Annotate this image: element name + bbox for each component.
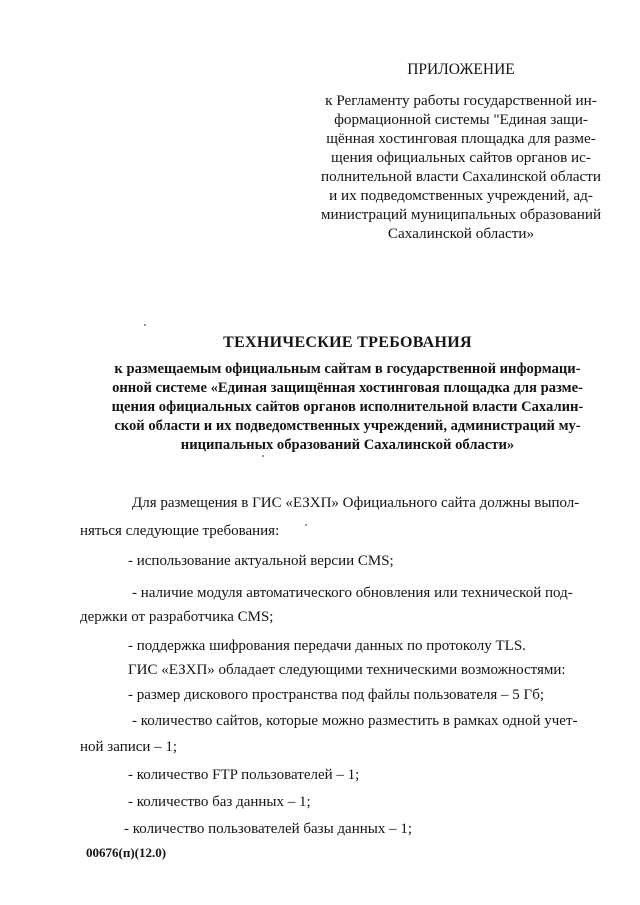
scan-speck xyxy=(144,324,146,326)
body-line: - количество FTP пользователей – 1; xyxy=(128,767,360,783)
appendix-line: к Регламенту работы государственной ин- xyxy=(325,92,597,109)
body-line: Для размещения в ГИС «ЕЗХП» Официального сайта должны выпол- xyxy=(132,495,580,511)
body-line: няться следующие требования: xyxy=(80,523,280,539)
title-line: к размещаемым официальным сайтам в государственной информаци- xyxy=(114,361,581,377)
appendix-line: щения официальных сайтов органов ис- xyxy=(331,149,591,166)
appendix-line: щённая хостинговая площадка для разме- xyxy=(326,130,596,147)
appendix-line: министраций муниципальных образований xyxy=(320,206,602,223)
body-line: держки от разработчика CMS; xyxy=(80,609,274,625)
title-line: ской области и их подведомственных учреждений, администраций му- xyxy=(114,418,581,434)
body-line: - использование актуальной версии CMS; xyxy=(128,553,394,569)
document-code: 00676(п)(12.0) xyxy=(86,845,167,860)
appendix-line: и их подведомственных учреждений, ад- xyxy=(329,187,593,204)
body-line: - размер дискового пространства под файлы пользователя – 5 Гб; xyxy=(128,687,545,703)
document-heading: ТЕХНИЧЕСКИЕ ТРЕБОВАНИЯ xyxy=(223,334,472,351)
scan-speck xyxy=(305,524,307,526)
appendix-label: ПРИЛОЖЕНИЕ xyxy=(407,61,515,78)
title-line: ниципальных образований Сахалинской области» xyxy=(180,437,515,453)
body-line: - количество пользователей базы данных – 1; xyxy=(124,821,413,837)
body-line: - количество баз данных – 1; xyxy=(128,794,311,810)
appendix-line: Сахалинской области» xyxy=(387,225,535,242)
appendix-line: полнительной власти Сахалинской области xyxy=(320,168,602,185)
title-line: щения официальных сайтов органов исполнительной власти Сахалин- xyxy=(111,399,584,415)
body-line: - наличие модуля автоматического обновления или технической под- xyxy=(132,585,573,601)
title-line: онной системе «Единая защищённая хостинговая площадка для разме- xyxy=(112,380,583,396)
body-line: ной записи – 1; xyxy=(80,739,178,755)
body-line: - поддержка шифрования передачи данных по протоколу TLS. xyxy=(128,638,526,654)
appendix-block xyxy=(318,60,604,243)
body-line: ГИС «ЕЗХП» обладает следующими техническими возможностями: xyxy=(128,662,566,678)
body-line: - количество сайтов, которые можно разместить в рамках одной учет- xyxy=(132,713,578,729)
document-title-block xyxy=(95,334,600,455)
appendix-line: формационной системы "Единая защи- xyxy=(334,111,588,128)
scan-speck xyxy=(262,455,264,457)
